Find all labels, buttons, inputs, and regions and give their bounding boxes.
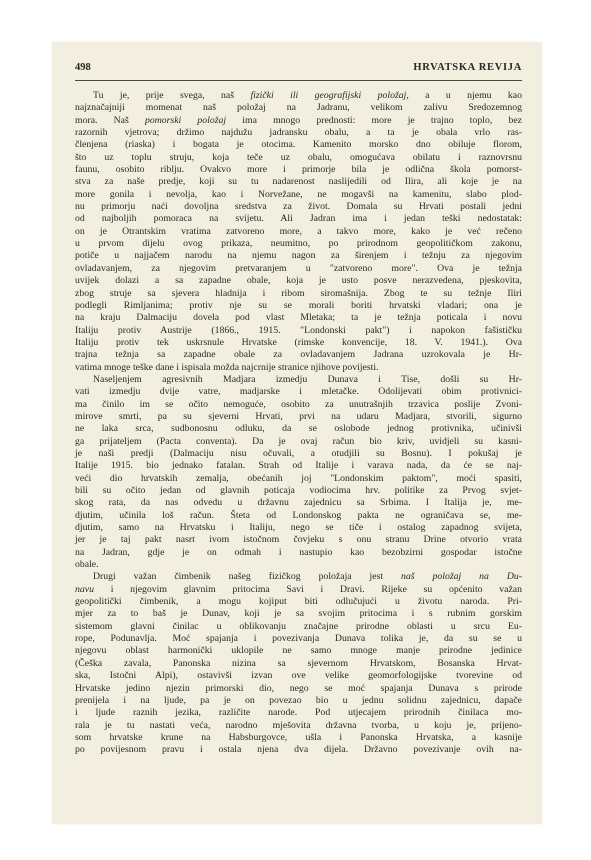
text-run: zbog struje sa sjevera hladnija i ribom siromašnija. Zbog te su težnje Iliri [75,287,522,299]
text-run: razornih vjetrova; držimo najdužu jadransku obalu, a ta je obala vrlo ras- [75,127,522,139]
text-run: ovladavanjem, za njegovim pretvaranjem u "zatvoreno more". Ova je težnja [75,262,522,274]
text-run: sistemom glavni činilac u oblikovanju značajne prirodne oblasti u srcu Eu- [75,620,522,632]
italic-text: naš položaj na Du- [401,571,522,583]
text-run: geopolitički čimbenik, a mogu kojiput biti odlučujući u životu naroda. Pri- [75,596,522,608]
text-line [75,547,522,559]
text-run: vatima mnoge teške dane i ispisala možda najcrnije stranice njihove povijesti. [75,361,379,373]
text-run: trajna težnja sa zapadne obale za ovladavanjem Jadrana uzrokovala je Hr- [75,349,522,361]
text-line [75,448,522,460]
text-run: rope, Podunavlja. Moć spajanja i povezivanja Dunava tolika je, da su se u [75,633,522,645]
text-line [75,164,522,176]
text-line [75,423,522,435]
text-line [75,720,522,732]
text-line [75,250,522,262]
text-run: ga prijateljem (Pacta conventa). Da je ovaj račun bio kriv, uvidjeli su kasni- [75,435,522,447]
text-run: more gonila i nevolja, kao i Norvežane, ne mogavši na kamenitu, slabo plod- [75,188,522,200]
text-line [75,485,522,497]
text-run: na kraju Dalmaciju dovela pod vlast Mletaka; ta je težnja poticala i novu [75,312,522,324]
text-line [75,559,522,571]
text-line [75,176,522,188]
text-run: členjena (riaska) i bogata je otocima. Kamenito morsko dno obiluje florom, [75,139,522,151]
text-line [75,152,522,164]
text-run: uvijek dolazi a sa zapadne obale, koja je usto posve nerazvedena, pjeskovita, [75,275,522,287]
text-line [75,497,522,509]
text-line [75,115,522,127]
text-run: ne laka srca, sudbonosnu odluku, da se oslobode jednog protivnika, učinivši [75,423,522,435]
italic-text: fizički ili geografijski položaj [250,90,407,101]
text-line [75,670,522,682]
text-run: Drugi važan čimbenik našeg fizičkog položaja jest [93,571,402,583]
text-line [75,534,522,546]
text-run: je naši predji (Dalmaciju nisu očuvali, a otudjili su Bosnu). I pokušaj je [75,447,522,459]
text-line [75,349,522,361]
text-line [75,436,522,448]
text-run: Italije 1915. bio jednako fatalan. Strah od Italije i varava nada, da će se naj- [75,460,522,472]
text-line [75,411,522,423]
paragraph [75,90,522,374]
text-line [75,744,522,756]
text-line [75,732,522,744]
text-line [75,571,522,583]
text-line [75,263,522,275]
text-line [75,288,522,300]
text-run: faunu, osobito riblju. Ovakvo more i primorje bila je odlična škola pomorst- [75,164,522,176]
text-run: obale. [75,559,99,571]
text-line [75,633,522,645]
text-run: podlegli Rimljanima; protiv nje su se morali boriti hrvatski vladari; ona je [75,299,522,311]
text-run: skog rata, da nas odvedu u državnu zajednicu sa Srbima. I Italija je, me- [75,497,522,509]
text-line [75,695,522,707]
text-run: ma činilo im se očito nemoguće, osobito za unutrašnjih trzavica poslije Zvoni- [75,398,522,410]
italic-text: navu [75,583,94,595]
text-line [75,102,522,114]
text-line [75,300,522,312]
text-run: on je Otrantskim vratima zatvoreno more, a takvo more, kako je već rečeno [75,225,522,237]
text-run: Tu je, prije svega, naš [93,90,251,101]
text-run: najznačajniji momenat naš položaj na Jadranu, velikom zalivu Sredozemnog [75,102,522,114]
text-run: stva za naše predje, koji su tu nadarenost naslijedili od Ilira, ali koje je na [75,176,522,188]
text-line [75,658,522,670]
text-line [75,473,522,485]
text-line [75,201,522,213]
text-run: potiče u najjačem narodu na njemu nagon za širenjem i težnju za njegovim [75,250,522,262]
text-line [75,399,522,411]
text-run: djutim, samo na Hrvatsku i Italiju, nego se tiče i ostalog zapadnog svijeta, [75,522,522,534]
text-line [75,608,522,620]
text-run: veći dio hrvatskih zemalja, obećanih joj "Londonskim paktom", moći spasiti, [75,472,522,484]
text-run: što uz toplu struju, koja teče uz obalu, omogućava obilatu i raznovrsnu [75,151,522,163]
article-body [75,90,522,757]
text-line [75,386,522,398]
text-run: na Jadran, gdje je on odmah i nastupio kao bezobzirni gospodar istočne [75,546,522,558]
text-run: rala je tu nastati veća, narodno mješovita državna tvorba, u koju je, prijeno- [75,719,522,731]
text-run: Italiju protiv tek uskrsnule Hrvatske (rimske konvencije, 18. V. 1941.). Ova [75,336,522,348]
text-line [75,325,522,337]
text-run: djutim, učinila loš račun. Šteta od Londonskog pakta ne ograničava se, me- [75,509,522,521]
text-line [75,522,522,534]
text-run: i njegovim glavnim pritocima Savi i Dravi. Rijeke su općenito važan [93,583,522,595]
text-line [75,312,522,324]
text-run: Hrvatske jedino njezin primorski dio, nego se moć spajanja Dunava s prirode [75,682,522,694]
paragraph [75,571,522,756]
text-run: Italiju protiv Austrije (1866., 1915. "Londonski pakt") i napokon fašističku [75,324,522,336]
text-line [75,707,522,719]
text-line [75,275,522,287]
text-line [75,90,522,102]
text-line [75,189,522,201]
text-line [75,362,522,374]
text-line [75,238,522,250]
text-run: mora. Naš [75,114,145,126]
text-run: njegovu oblast harmonički uklopile ne samo mnoge manje prirodne jedinice [75,645,522,657]
text-line [75,621,522,633]
text-line [75,226,522,238]
text-run: Naseljenjem agresivnih Madjara izmedju Dunava i Tise, došli su Hr- [93,373,522,385]
book-page [52,42,542,824]
text-line [75,645,522,657]
text-line [75,139,522,151]
text-run: , a u njemu kao [406,90,522,101]
text-run: bili su očito jedan od glavnih poticaja vodiocima hrv. politike za Prvog svjet- [75,485,522,496]
text-run: vati izmedju dvije vatre, madjarske i mletačke. Odolijevati obim protivnici- [75,386,522,398]
text-line [75,683,522,695]
paragraph [75,374,522,572]
text-line [75,460,522,472]
page-number: 498 [75,62,91,73]
text-run: od najboljih pomoraca na svijetu. Ali Jadran ima i jedan teški nedostatak: [75,213,522,225]
text-run: jer je taj pakt nasrt ivom istočnom čovjeku s onu stranu Drine otvorio vrata [75,534,522,546]
text-run: mjer za to baš je Dunav, koji je sa svojim pritocima i s rubnim gorskim [75,608,522,620]
text-run: (Češka zavala, Panonska nizina sa sjevernom Hrvatskom, Bosanska Hrvat- [75,657,522,669]
text-line [75,510,522,522]
text-line [75,213,522,225]
text-line [75,337,522,349]
text-run: ska, Istočni Alpi), ostavivši izvan ove velike geomorfologijske tvorevine od [75,670,522,682]
text-line [75,596,522,608]
text-run: po povijesnom pravu i ostala njena dva dijela. Državno povezivanje ovih na- [75,744,522,756]
text-run: mirove smrti, pa su sjeverni Hrvati, prvi na udaru Madjara, stvorili, sigurno [75,410,522,422]
text-line [75,127,522,139]
text-run: nu primorju naći dovoljna sredstva za život. Domala su Hrvati postali jedni [75,201,522,213]
running-title: HRVATSKA REVIJA [413,62,522,73]
text-run: prenijela i na ljude, pa je on povezao bio u jednu solidnu zajednicu, dapače [75,694,522,706]
text-run: som hrvatske krune na Habsburgovce, ušla i Panonska Hrvatska, a kasnije [75,731,522,743]
text-run: i ljude raznih jezika, različite narode. Pod utjecajem prirodnih činilaca mo- [75,707,522,719]
running-header [75,62,522,81]
text-line [75,584,522,596]
italic-text: pomorski položaj [144,114,227,126]
text-run: ima mnogo prednosti: more je trajno toplo, bez [226,114,522,126]
text-run: u prvom dijelu ovog prikaza, neumitno, po prirodnom geopolitičkom zakonu, [75,238,522,250]
text-line [75,374,522,386]
